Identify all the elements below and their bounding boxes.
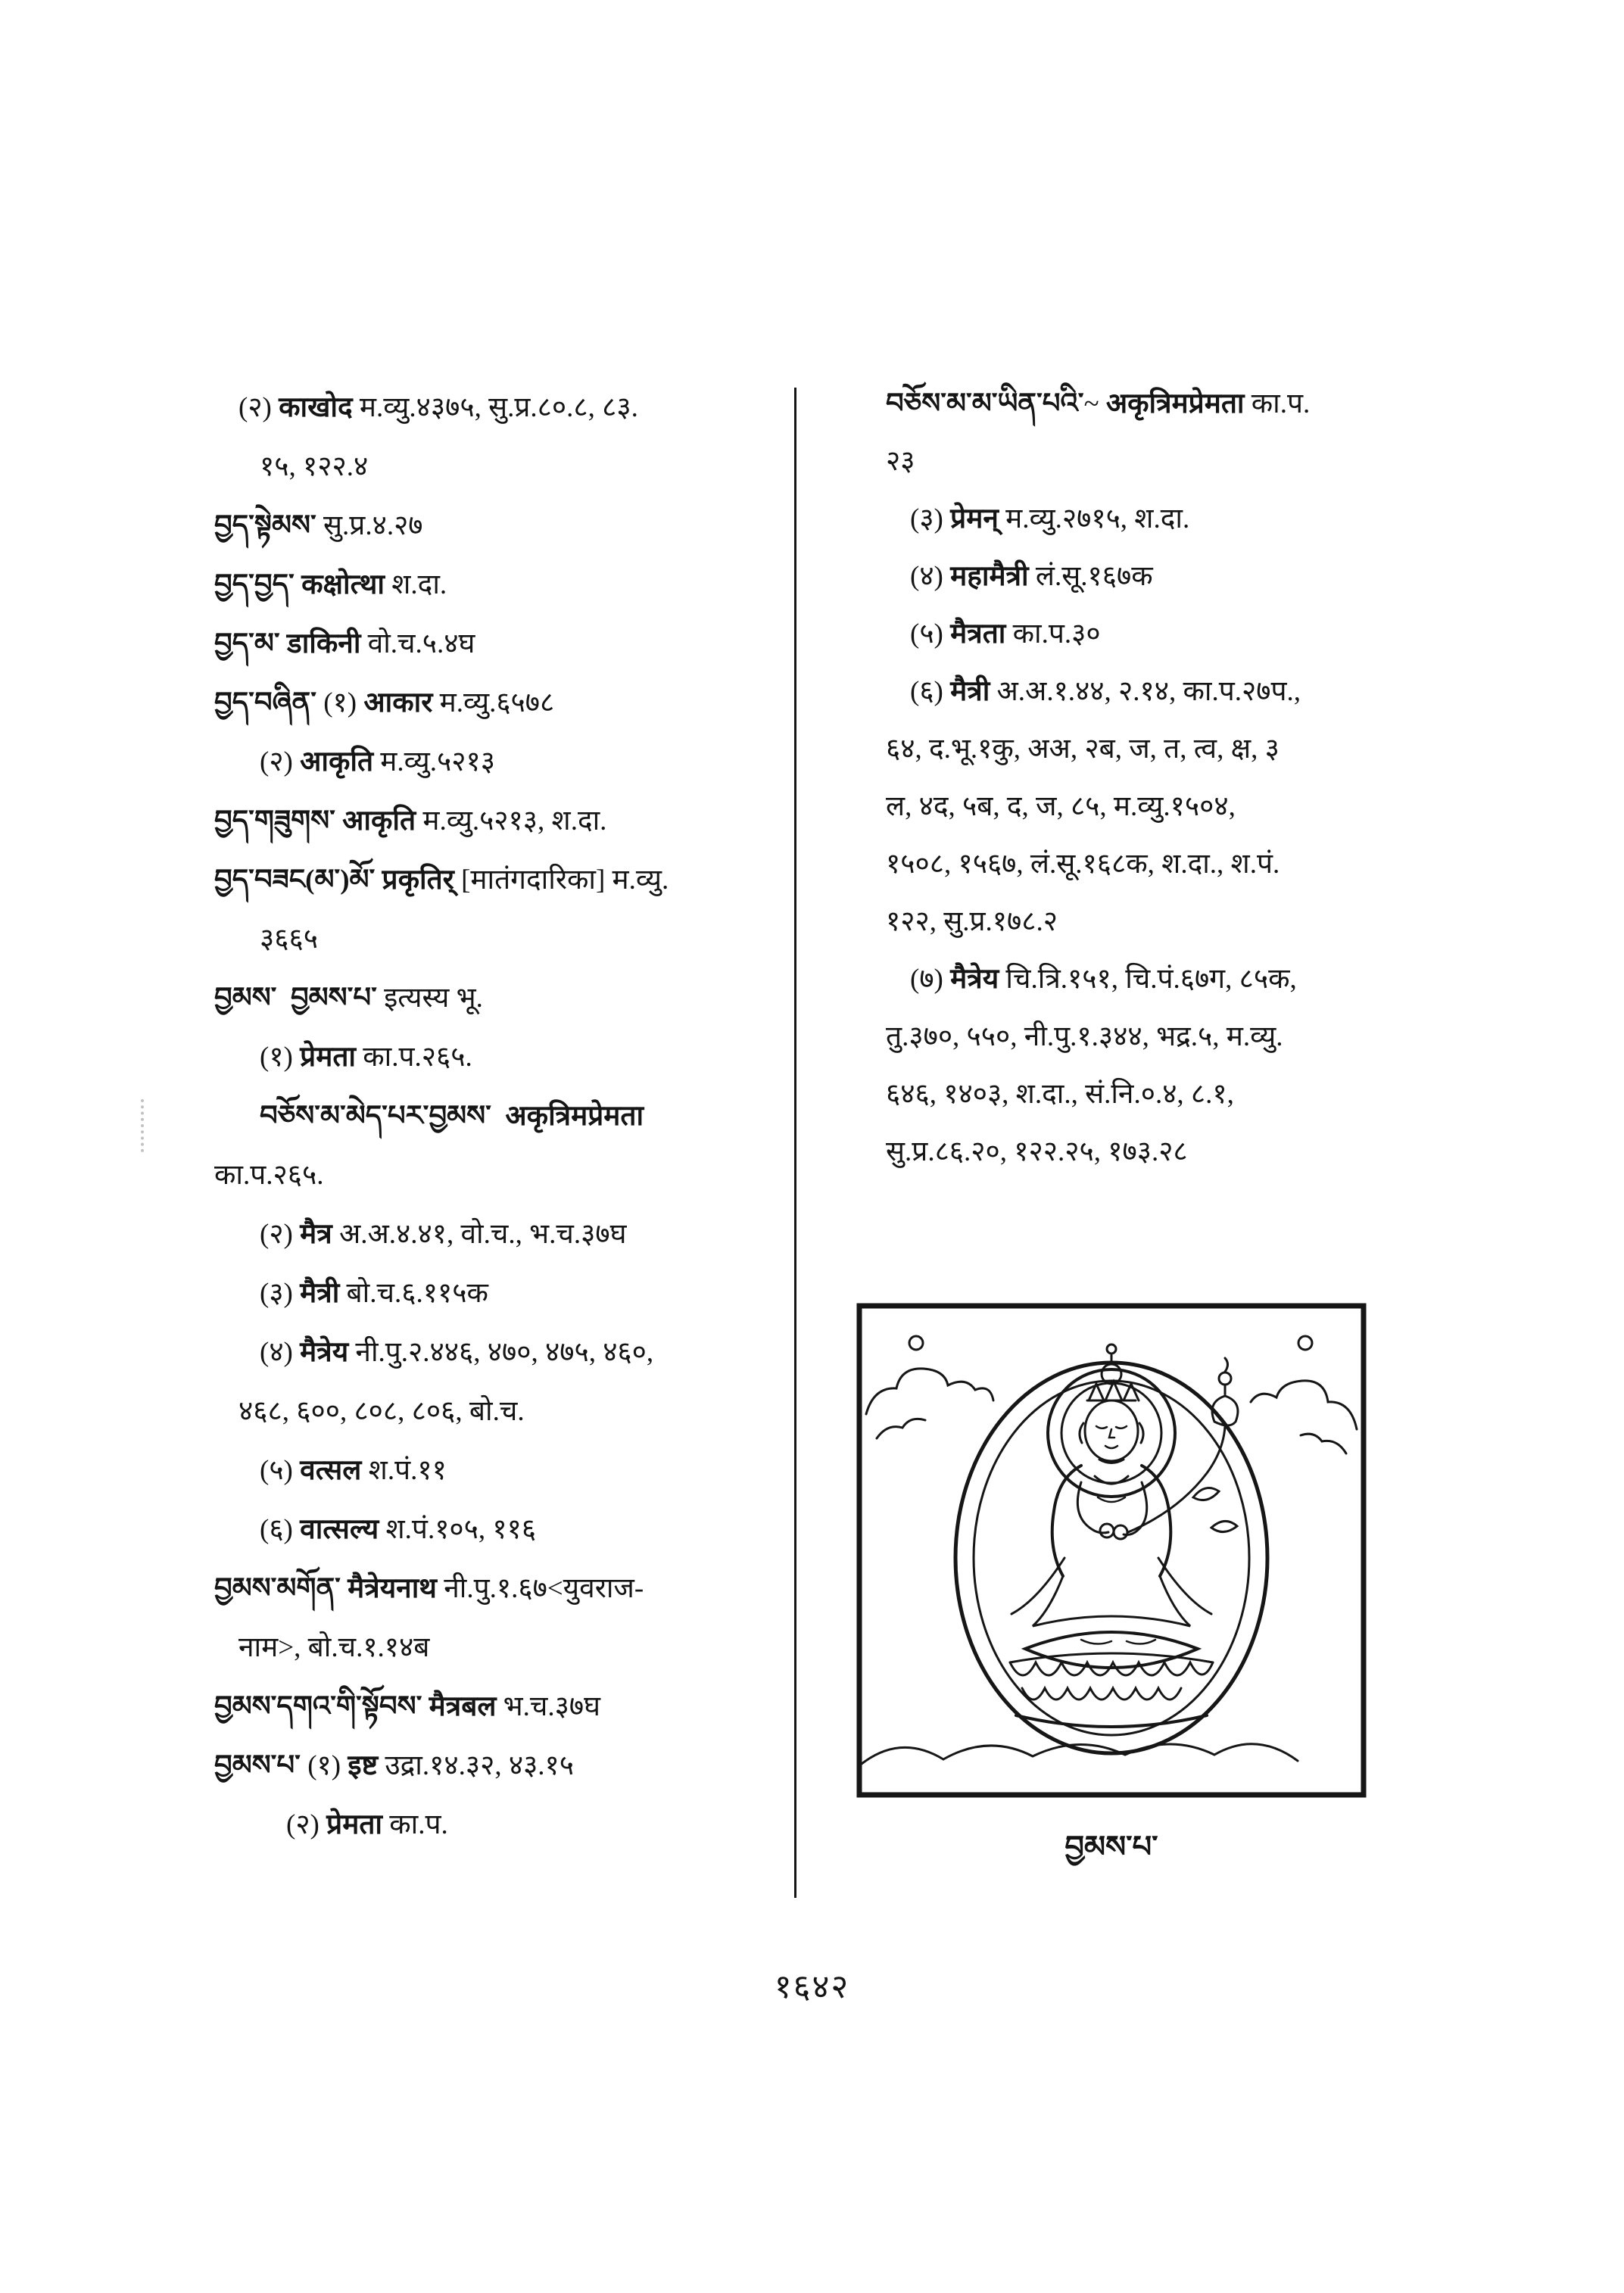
entry-text: (६) — [910, 676, 951, 707]
entry-text: नी.पु.२.४४६, ४७०, ४७५, ४६०, — [348, 1337, 654, 1368]
entry-text: म.व्यु.५२१३, श.दा. — [416, 805, 607, 837]
entry-text: तु.३७०, ५५०, नी.पु.१.३४४, भद्र.५, म.व्यु. — [886, 1021, 1283, 1052]
entry-line — [286, 1796, 812, 1855]
tibetan-text: བྱམས་མགོན་ — [214, 1573, 341, 1604]
entry-line — [260, 1205, 812, 1264]
tibetan-text: བྱད་མ་ — [214, 628, 280, 659]
entry-text: बो.च.६.११५क — [339, 1278, 488, 1309]
entry-line — [214, 615, 812, 674]
entry-text: म.व्यु.६५७८ — [432, 687, 555, 718]
entry-text: मैत्रबल — [422, 1691, 497, 1722]
entry-text: आकृति — [300, 746, 374, 777]
entry-text — [276, 983, 291, 1014]
entry-text: (५) — [910, 618, 951, 650]
entry-text: सु.प्र.८६.२०, १२२.२५, १७३.२८ — [886, 1136, 1188, 1167]
entry-text — [491, 1101, 506, 1132]
entry-text: मैत्रेय — [950, 964, 999, 995]
entry-line — [886, 836, 1507, 893]
entry-text: (६) — [260, 1514, 301, 1545]
entry-text: नाम>, बो.च.१.१४ब — [238, 1632, 430, 1663]
entry-line — [214, 792, 812, 851]
entry-line — [238, 379, 812, 438]
entry-text: ४६८, ६००, ८०८, ८०६, बो.च. — [238, 1396, 525, 1427]
tibetan-text: བྱད་བཞིན་ — [214, 687, 316, 718]
figure-caption: བྱམས་པ་ — [1064, 1830, 1158, 1864]
entry-line — [214, 497, 812, 556]
entry-text: (१) — [260, 1042, 301, 1073]
entry-text: ३६६५ — [260, 924, 318, 955]
entry-line — [886, 721, 1507, 778]
entry-text: श.पं.११ — [361, 1455, 447, 1486]
entry-text: (१) — [316, 687, 364, 718]
entry-line — [910, 951, 1507, 1008]
page-number: १६४२ — [774, 1968, 850, 2005]
entry-text: इत्यस्य भू. — [376, 983, 483, 1014]
entry-line — [260, 1264, 812, 1323]
entry-line — [260, 1323, 812, 1382]
entry-line — [214, 556, 812, 615]
entry-text: (५) — [260, 1455, 301, 1486]
entry-text: महामैत्री — [950, 561, 1029, 592]
entry-line — [238, 1382, 812, 1441]
entry-text: वत्सल — [300, 1455, 362, 1486]
entry-text: उद्रा.१४.३२, ४३.१५ — [378, 1750, 575, 1781]
entry-text: (२) — [286, 1809, 327, 1840]
entry-text: सु.प्र.४.२७ — [316, 510, 423, 541]
entry-text: म.व्यु.५२१३ — [373, 746, 495, 777]
entry-text: १२२, सु.प्र.१७८.२ — [886, 906, 1058, 937]
entry-line — [910, 663, 1507, 721]
entry-text: काखोद — [279, 392, 353, 423]
entry-line — [260, 1087, 812, 1146]
entry-line — [886, 893, 1507, 951]
entry-text: (२) — [238, 392, 279, 423]
entry-text: अकृत्रिमप्रेमता — [505, 1101, 644, 1132]
entry-text: १५०८, १५६७, लं.सू.१६८क, श.दा., श.पं. — [886, 849, 1280, 880]
entry-line — [886, 778, 1507, 836]
entry-line — [886, 1123, 1507, 1181]
entry-text: ६४६, १४०३, श.दा., सं.नि.०.४, ८.१, — [886, 1079, 1234, 1110]
entry-text: नी.पु.१.६७<युवराज- — [436, 1573, 644, 1604]
tibetan-text: བྱམས་པ་ — [290, 983, 377, 1014]
entry-line — [214, 851, 812, 910]
entry-text: मैत्रेय — [300, 1337, 349, 1368]
entry-text: १५, १२२.४ — [260, 451, 369, 482]
entry-text: (१) — [300, 1750, 348, 1781]
entry-text: डाकिनी — [279, 628, 361, 659]
tibetan-text: བཅོས་མ་མེད་པར་བྱམས་ — [260, 1101, 491, 1132]
entry-text: प्रेमन् — [950, 503, 999, 534]
entry-text: (३) — [910, 503, 951, 534]
entry-text: (२) — [260, 746, 301, 777]
entry-text: मैत्री — [950, 676, 990, 707]
entry-text: अ.अ.१.४४, २.१४, का.प.२७प., — [990, 676, 1301, 707]
entry-line — [886, 375, 1507, 433]
entry-text: वो.च.५.४घ — [360, 628, 475, 659]
entry-line — [260, 1441, 812, 1500]
tibetan-text: བྱད་གཟུགས་ — [214, 805, 335, 837]
entry-text: मैत्री — [300, 1278, 340, 1309]
entry-line — [214, 1737, 812, 1796]
entry-line — [260, 1028, 812, 1087]
entry-text: चि.त्रि.१५१, चि.पं.६७ग, ८५क, — [999, 964, 1297, 995]
entry-line — [910, 491, 1507, 548]
entry-line — [260, 910, 812, 969]
entry-line — [910, 548, 1507, 606]
right-column — [886, 375, 1507, 1181]
entry-text: (३) — [260, 1278, 301, 1309]
entry-line — [260, 733, 812, 792]
entry-text: (४) — [910, 561, 951, 592]
entry-line — [910, 606, 1507, 663]
entry-line — [886, 1008, 1507, 1066]
entry-text: प्रेमता — [326, 1809, 382, 1840]
entry-text: लं.सू.१६७क — [1028, 561, 1153, 592]
entry-text: (४) — [260, 1337, 301, 1368]
entry-line — [214, 674, 812, 733]
entry-text: वात्सल्य — [300, 1514, 379, 1545]
entry-text: मैत्र — [300, 1219, 332, 1250]
entry-text: (२) — [260, 1219, 301, 1250]
maitreya-figure — [854, 1301, 1369, 1898]
entry-text: अ.अ.४.४१, वो.च., भ.च.३७घ — [332, 1219, 627, 1250]
entry-text: ~ — [1083, 388, 1106, 419]
entry-text: अकृत्रिमप्रेमता — [1105, 388, 1245, 419]
column-divider — [794, 388, 796, 1898]
entry-text: प्रकृतिर् — [375, 865, 454, 896]
entry-line — [214, 1678, 812, 1737]
entry-line — [214, 1146, 812, 1205]
entry-line — [214, 969, 812, 1028]
tibetan-text: བཅོས་མ་མ་ཡིན་པའི་ — [886, 388, 1084, 419]
left-column — [214, 379, 812, 1855]
entry-text: श.पं.१०५, ११६ — [379, 1514, 537, 1545]
entry-line — [214, 1559, 812, 1618]
entry-line — [886, 433, 1507, 491]
tibetan-text: བྱམས་ — [214, 983, 277, 1014]
entry-text: श.दा. — [385, 569, 447, 600]
maitreya-line-drawing — [854, 1301, 1369, 1800]
entry-text: प्रेमता — [300, 1042, 356, 1073]
entry-text: कक्षोत्था — [294, 569, 385, 600]
entry-text: का.प.३० — [1005, 618, 1101, 650]
entry-text: आकार — [363, 687, 433, 718]
entry-text: का.प.२६५. — [356, 1042, 472, 1073]
entry-text: का.प.२६५. — [214, 1160, 324, 1191]
entry-text: इष्ट — [348, 1750, 379, 1781]
entry-line — [260, 438, 812, 497]
entry-text: २३ — [886, 446, 915, 477]
tibetan-text: བྱད་སྟེམས་ — [214, 510, 316, 541]
entry-text: भ.च.३७घ — [496, 1691, 601, 1722]
entry-text: आकृति — [335, 805, 416, 837]
entry-text: म.व्यु.२७१५, श.दा. — [998, 503, 1190, 534]
entry-line — [238, 1618, 812, 1678]
entry-text: ६४, द.भू.१कु, अअ, २ब, ज, त, त्व, क्ष, ३ — [886, 734, 1280, 765]
entry-text: [मातंगदारिका] म.व्यु. — [454, 865, 669, 896]
tibetan-text: བྱད་བྱད་ — [214, 569, 295, 600]
scan-artifact — [141, 1099, 144, 1152]
tibetan-text: བྱད་བཟང(མ་)མོ་ — [214, 865, 376, 896]
entry-line — [886, 1066, 1507, 1123]
entry-text: का.प. — [382, 1809, 448, 1840]
tibetan-text: བྱམས་དགའ་གི་སྟོབས་ — [214, 1691, 422, 1722]
entry-text: (७) — [910, 964, 951, 995]
entry-text: का.प. — [1244, 388, 1311, 419]
entry-line — [260, 1500, 812, 1559]
tibetan-text: བྱམས་པ་ — [214, 1750, 301, 1781]
entry-text: मैत्रता — [950, 618, 1006, 650]
entry-text: म.व्यु.४३७५, सु.प्र.८०.८, ८३. — [352, 392, 638, 423]
entry-text: ल, ४द, ५ब, द, ज, ८५, म.व्यु.१५०४, — [886, 791, 1236, 822]
entry-text: मैत्रेयनाथ — [340, 1573, 437, 1604]
